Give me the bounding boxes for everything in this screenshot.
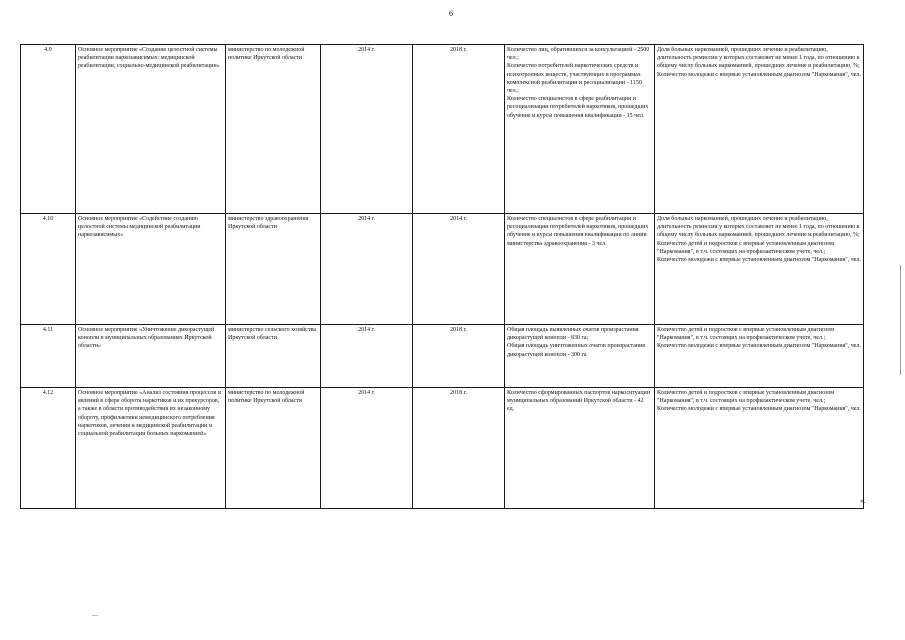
targets-cell — [655, 45, 864, 214]
page-number: 6 — [449, 9, 453, 18]
end-year: 2014 г. — [413, 214, 505, 325]
executor: министерство по молодежной политике Иркутской области — [226, 45, 321, 214]
target-text: Количество детей и подростков с впервые установленным диагнозом "Наркомания", в т.ч. состоящих на профилактическом учете, чел.; — [657, 390, 835, 405]
end-year: 2018 г. — [413, 325, 505, 388]
activities-table — [20, 44, 864, 509]
end-year: 2018 г. — [413, 45, 505, 214]
target-text: Количество детей и подростков с впервые установленным диагнозом "Наркомания", в т.ч. состоящих на профилактическом учете, чел.; — [657, 240, 835, 255]
table-row — [21, 45, 864, 214]
target-text: Количество молодежи с впервые установленным диагнозом "Наркомания", чел. — [657, 71, 861, 78]
table-row — [21, 388, 864, 509]
event-name: Основное мероприятие «Содействие созданию целостной системы медицинской реабилитации наркозависимых» — [76, 214, 226, 325]
table-row — [21, 214, 864, 325]
executor: министерство здравоохранения Иркутской области — [226, 214, 321, 325]
item-number: 4.12 — [21, 388, 76, 509]
indicator-text: Общая площадь уничтоженных очагов произрастания дикорастущей конопли - 300 га — [507, 343, 646, 358]
target-text: Количество молодежи с впервые установленным диагнозом "Наркомания", чел. — [657, 343, 861, 350]
scan-edge-line — [900, 265, 901, 375]
indicators-cell — [505, 214, 655, 325]
target-text: Доля больных наркоманией, прошедших лечение и реабилитацию, длительность ремиссии у которых составляет не менее 1 года, по отношению к общему числу больных наркоманией, прошедших лечение и реабилитацию, %; — [657, 47, 860, 70]
item-number: 4.9 — [21, 45, 76, 214]
targets-cell — [655, 325, 864, 388]
target-text: Доля больных наркоманией, прошедших лечение и реабилитацию, длительность ремиссии у которых составляет не менее 1 года, по отношению к общему числу больных наркоманией, прошедших лечение и реабилитацию, %; — [657, 216, 860, 239]
start-year: 2014 г. — [321, 214, 413, 325]
start-year: 2014 г. — [321, 45, 413, 214]
table-row — [21, 325, 864, 388]
target-text: Количество молодежи с впервые установленным диагнозом "Наркомания", чел. — [657, 406, 861, 413]
indicator-text: Количество сформированных паспортов наркоситуации муниципальных образований Иркутской области - 42 ед. — [507, 390, 650, 413]
end-year: 2018 г. — [413, 388, 505, 509]
target-text: Количество детей и подростков с впервые установленным диагнозом "Наркомания", в т.ч. состоящих на профилактическом учете, чел.; — [657, 327, 835, 342]
indicators-cell — [505, 388, 655, 509]
item-number: 4.10 — [21, 214, 76, 325]
indicator-text: Количество специалистов в сфере реабилитации и ресоциализации потребителей наркотиков, прошедших обучение и курсы повышения квалификации - 15 чел. — [507, 96, 649, 119]
target-text: Количество молодежи с впервые установленным диагнозом "Наркомания", чел. — [657, 257, 861, 264]
scan-smudge — [92, 615, 98, 616]
indicators-cell — [505, 45, 655, 214]
targets-cell — [655, 388, 864, 509]
indicator-text: Количество специалистов в сфере реабилитации и ресоциализации потребителей наркотиков, прошедших обучение и курсы повышения квалификации по линии министерства здравоохранения - 3 чел. — [507, 216, 649, 247]
indicator-text: Общая площадь выявленных очагов произрастания дикорастущей конопли - 830 га; — [507, 327, 639, 342]
indicator-text: Количество потребителей наркотических средств и психотропных веществ, участвующих в программах комплексной реабилитации и ресоциализации - 1150 чел.; — [507, 63, 642, 95]
event-name: Основное мероприятие «Анализ состояния процессов и явлений в сфере оборота наркотиков и их прекурсоров, а также в области противодействия их незаконному обороту, профилактики немедицинского потребления наркотиков, лечения и медицинской реабилитации и социальной реабилитации больных наркоманией» — [76, 388, 226, 509]
indicator-text: Количество лиц, обратившихся за консультацией - 2500 чел.; — [507, 47, 650, 62]
event-name: Основное мероприятие «Создание целостной системы реабилитации наркозависимых: медицинской реабилитации, социально-медицинской реабилитации» — [76, 45, 226, 214]
closing-quote-mark: ». — [860, 497, 866, 505]
targets-cell — [655, 214, 864, 325]
item-number: 4.11 — [21, 325, 76, 388]
executor: министерство сельского хозяйства Иркутской области — [226, 325, 321, 388]
executor: министерство по молодежной политике Иркутской области — [226, 388, 321, 509]
indicators-cell — [505, 325, 655, 388]
event-name: Основное мероприятие «Уничтожение дикорастущей конопли в муниципальных образованиях Иркутской области» — [76, 325, 226, 388]
start-year: 2014 г. — [321, 388, 413, 509]
start-year: 2014 г. — [321, 325, 413, 388]
